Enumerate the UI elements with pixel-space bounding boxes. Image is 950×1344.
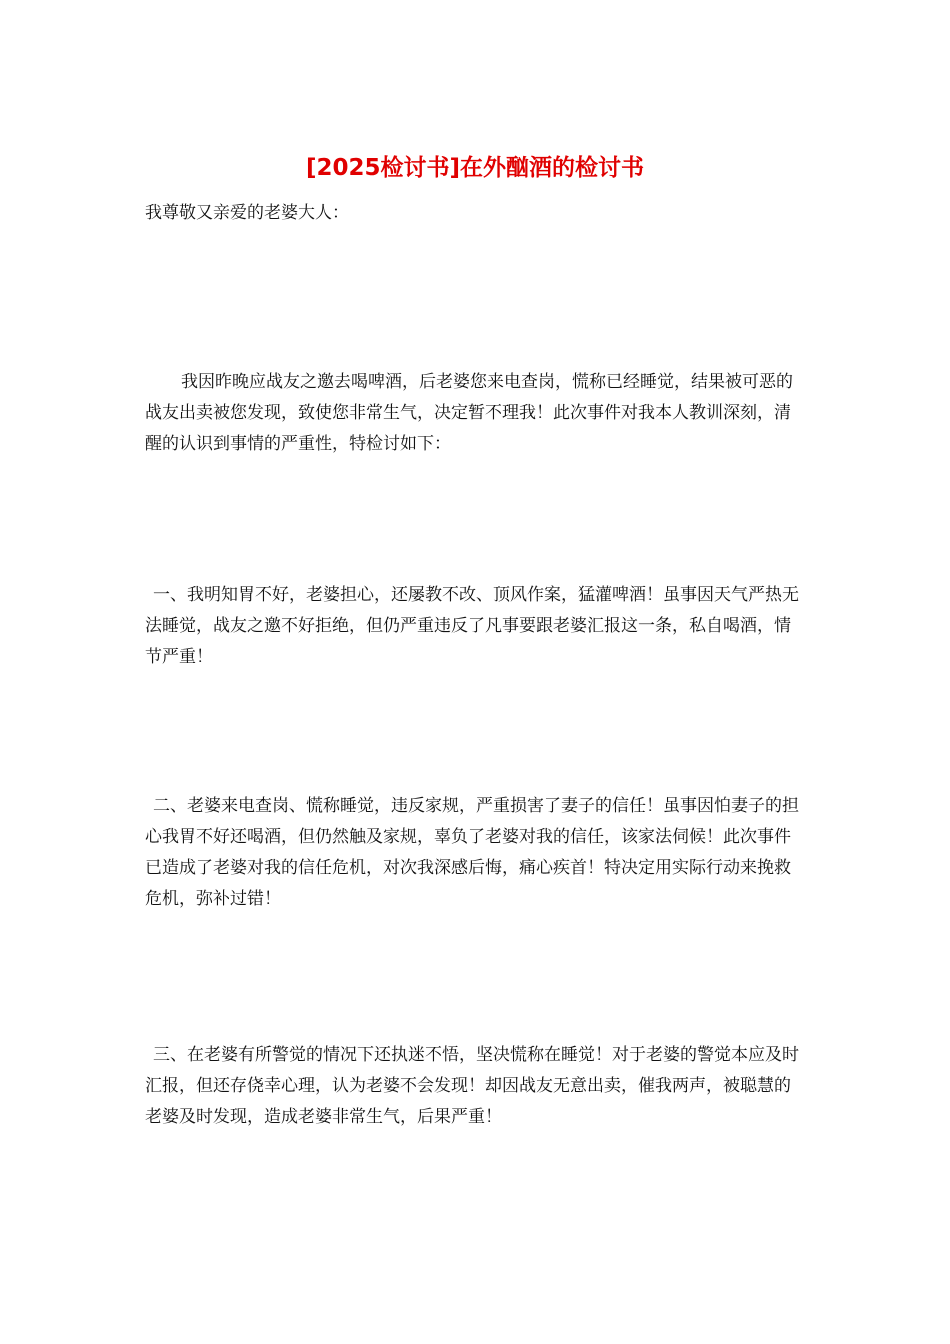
greeting-line: 我尊敬又亲爱的老婆大人： xyxy=(145,203,349,223)
point-two-paragraph: 二、老婆来电查岗、慌称睡觉，违反家规，严重损害了妻子的信任！虽事因怕妻子的担心我胃不好还喝酒，但仍然触及家规，辜负了老婆对我的信任，该家法伺候！此次事件已造成了老婆对我的信任危机，对次我深感后悔，痛心疾首！特决定用实际行动来挽救危机，弥补过错！ xyxy=(145,796,799,909)
intro-paragraph: 我因昨晚应战友之邀去喝啤酒，后老婆您来电查岗，慌称已经睡觉，结果被可恶的战友出卖被您发现，致使您非常生气，决定暂不理我！此次事件对我本人教训深刻，清醒的认识到事情的严重性，特检讨如下： xyxy=(145,372,793,454)
point-three-paragraph: 三、在老婆有所警觉的情况下还执迷不悟，坚决慌称在睡觉！对于老婆的警觉本应及时汇报，但还存侥幸心理，认为老婆不会发现！却因战友无意出卖，催我两声，被聪慧的老婆及时发现，造成老婆非常生气，后果严重！ xyxy=(145,1045,799,1127)
point-one-paragraph: 一、我明知胃不好，老婆担心，还屡教不改、顶风作案，猛灌啤酒！虽事因天气严热无法睡觉，战友之邀不好拒绝，但仍严重违反了凡事要跟老婆汇报这一条，私自喝酒，情节严重！ xyxy=(145,585,799,667)
document-title: [2025检讨书]在外酗酒的检讨书 xyxy=(305,155,645,181)
